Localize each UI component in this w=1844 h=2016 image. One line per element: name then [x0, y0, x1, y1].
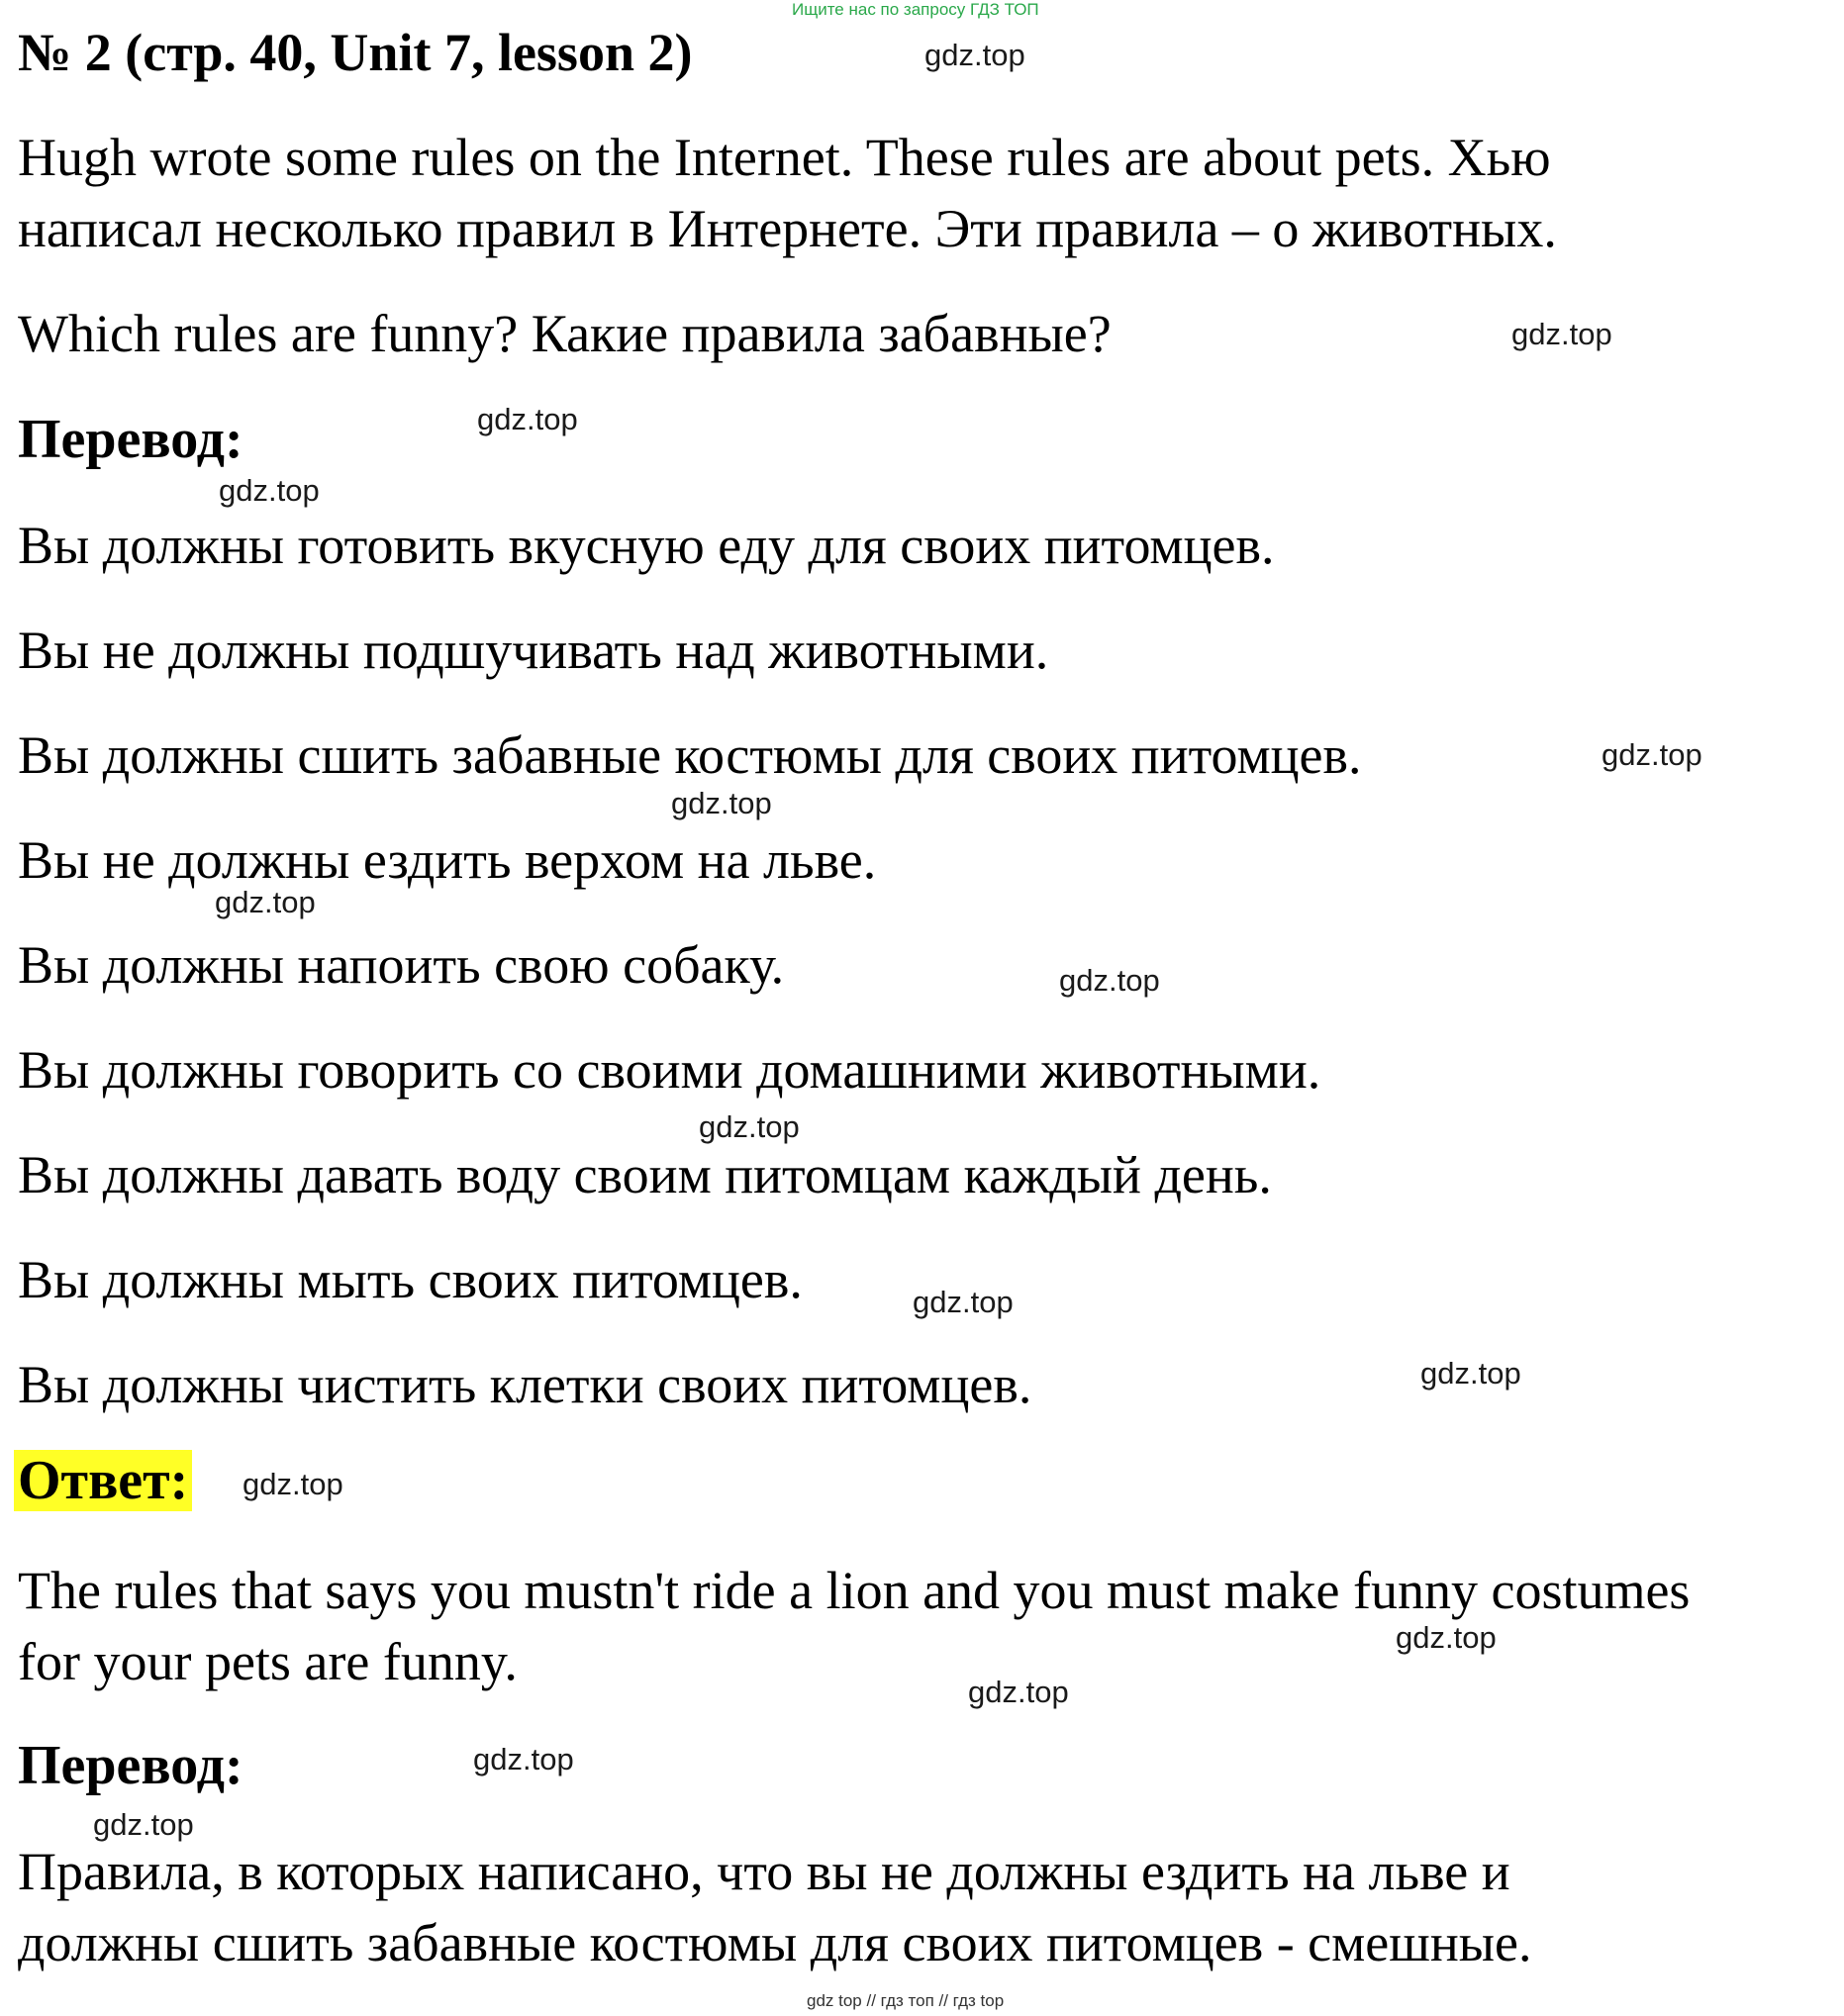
watermark: gdz.top — [93, 1807, 194, 1842]
rule-3: Вы должны сшить забавные костюмы для своих питомцев. — [18, 725, 1362, 785]
answer-heading — [14, 1449, 192, 1512]
translation-heading-2: Перевод: — [18, 1735, 243, 1796]
intro-line-1: Hugh wrote some rules on the Internet. These rules are about pets. Хью — [18, 128, 1551, 187]
rule-2: Вы не должны подшучивать над животными. — [18, 621, 1049, 680]
watermark: gdz.top — [477, 402, 578, 436]
answer-heading-highlight: Ответ: — [14, 1450, 192, 1511]
rule-5: Вы должны напоить свою собаку. — [18, 935, 785, 995]
page-title: № 2 (стр. 40, Unit 7, lesson 2) — [18, 23, 693, 82]
watermark: gdz.top — [913, 1285, 1014, 1319]
footer-watermark: gdz top // гдз топ // гдз top — [807, 1991, 1005, 2010]
watermark: gdz.top — [473, 1742, 574, 1776]
watermark: gdz.top — [968, 1675, 1069, 1709]
rule-9: Вы должны чистить клетки своих питомцев. — [18, 1355, 1032, 1414]
watermark: gdz.top — [699, 1109, 800, 1144]
top-note: Ищите нас по запросу ГДЗ ТОП — [792, 0, 1039, 19]
watermark: gdz.top — [243, 1467, 343, 1501]
answer-translation-line-2: должны сшить забавные костюмы для своих питомцев - смешные. — [18, 1913, 1532, 1972]
rule-6: Вы должны говорить со своими домашними животными. — [18, 1040, 1321, 1100]
rule-4: Вы не должны ездить верхом на льве. — [18, 830, 877, 890]
watermark: gdz.top — [924, 38, 1025, 72]
rule-8: Вы должны мыть своих питомцев. — [18, 1250, 803, 1309]
intro-line-2: написал несколько правил в Интернете. Эти правила – о животных. — [18, 199, 1557, 258]
watermark: gdz.top — [219, 473, 320, 508]
answer-line-1: The rules that says you mustn't ride a lion and you must make funny costumes — [18, 1561, 1691, 1620]
watermark: gdz.top — [1059, 963, 1160, 998]
answer-line-2: for your pets are funny. — [18, 1632, 518, 1691]
watermark: gdz.top — [1420, 1356, 1521, 1391]
watermark: gdz.top — [215, 885, 316, 919]
rule-7: Вы должны давать воду своим питомцам каждый день. — [18, 1145, 1272, 1204]
translation-heading: Перевод: — [18, 409, 243, 470]
watermark: gdz.top — [1396, 1620, 1497, 1655]
watermark: gdz.top — [1511, 317, 1612, 351]
watermark: gdz.top — [1601, 737, 1702, 772]
rule-1: Вы должны готовить вкусную еду для своих питомцев. — [18, 516, 1275, 575]
answer-translation-line-1: Правила, в которых написано, что вы не должны ездить на льве и — [18, 1842, 1510, 1901]
question: Which rules are funny? Какие правила забавные? — [18, 304, 1112, 363]
watermark: gdz.top — [671, 786, 772, 820]
